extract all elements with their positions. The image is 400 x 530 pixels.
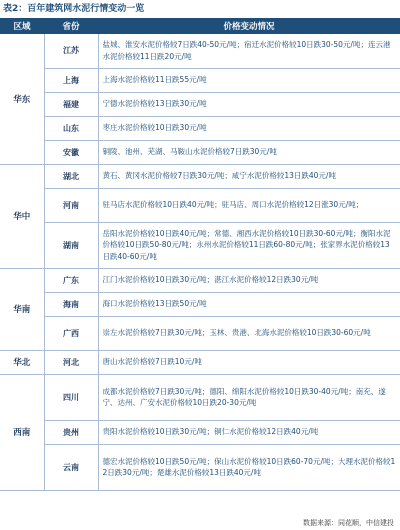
- change-cell: 德宏水泥价格较10日跌50元/吨；保山水泥价格较10日跌60-70元/吨；大理水泥价格较12日跌30元/吨；楚雄水泥价格较13日跌40元/吨: [98, 444, 400, 490]
- province-cell: 湖北: [44, 164, 98, 188]
- table-row: [0, 420, 400, 444]
- province-cell: 福建: [44, 92, 98, 116]
- table-row: [0, 140, 400, 164]
- header-region: 区域: [0, 18, 44, 34]
- province-cell: 云南: [44, 444, 98, 490]
- table-caption: 表2：百年建筑网水泥行情变动一览: [3, 4, 145, 14]
- change-cell: 宁德水泥价格较13日跌30元/吨: [98, 92, 400, 116]
- table-row: [0, 374, 400, 420]
- change-cell: 贵阳水泥价格较10日跌30元/吨；铜仁水泥价格较12日跌40元/吨: [98, 420, 400, 444]
- province-cell: 海南: [44, 292, 98, 316]
- data-source-note: 数据来源：同花顺，中信建投: [303, 519, 394, 527]
- table-row: [0, 292, 400, 316]
- table-row: [0, 188, 400, 222]
- province-cell: 上海: [44, 68, 98, 92]
- province-cell: 山东: [44, 116, 98, 140]
- change-cell: 枣庄水泥价格较10日跌30元/吨: [98, 116, 400, 140]
- change-cell: 江门水泥价格较10日跌30元/吨；湛江水泥价格较12日跌30元/吨: [98, 268, 400, 292]
- province-cell: 贵州: [44, 420, 98, 444]
- change-cell: 黄石、黄冈水泥价格较7日跌30元/吨；咸宁水泥价格较13日跌40元/吨: [98, 164, 400, 188]
- table-row: [0, 350, 400, 374]
- header-change: 价格变动情况: [98, 18, 400, 34]
- province-cell: 安徽: [44, 140, 98, 164]
- table-row: [0, 268, 400, 292]
- change-cell: 崇左水泥价格较7日跌30元/吨；玉林、贵港、北海水泥价格较10日跌30-60元/吨: [98, 316, 400, 350]
- cement-price-table: [0, 18, 400, 491]
- change-cell: 岳阳水泥价格较10日跌40元/吨；常德、湘西水泥价格较10日跌30-60元/吨；衡阳水泥价格较10日跌50-80元/吨；永州水泥价格较11日跌60-80元/吨；张家界水泥价格较13日跌40-60元/吨: [98, 222, 400, 268]
- province-cell: 河北: [44, 350, 98, 374]
- table-row: [0, 222, 400, 268]
- table-row: [0, 164, 400, 188]
- province-cell: 广东: [44, 268, 98, 292]
- change-cell: 上海水泥价格较11日跌55元/吨: [98, 68, 400, 92]
- change-cell: 铜陵、池州、芜湖、马鞍山水泥价格较7日跌30元/吨: [98, 140, 400, 164]
- province-cell: 广西: [44, 316, 98, 350]
- province-cell: 江苏: [44, 34, 98, 68]
- region-south: 华南: [0, 268, 44, 350]
- province-cell: 河南: [44, 188, 98, 222]
- change-cell: 海口水泥价格较13日跌50元/吨: [98, 292, 400, 316]
- province-cell: 湖南: [44, 222, 98, 268]
- change-cell: 盐城、淮安水泥价格较7日跌40-50元/吨；宿迁水泥价格较10日跌30-50元/吨；连云港水泥价格较11日跌20元/吨: [98, 34, 400, 68]
- change-cell: 成都水泥价格较7日跌30元/吨；德阳、绵阳水泥价格较10日跌30-40元/吨；南充、遂宁、达州、广安水泥价格较10日跌20-30元/吨: [98, 374, 400, 420]
- province-cell: 四川: [44, 374, 98, 420]
- region-central: 华中: [0, 164, 44, 268]
- table-header-row: [0, 18, 400, 34]
- table-row: [0, 116, 400, 140]
- change-cell: 唐山水泥价格较7日跌10元/吨: [98, 350, 400, 374]
- table-row: [0, 316, 400, 350]
- header-province: 省份: [44, 18, 98, 34]
- region-north: 华北: [0, 350, 44, 374]
- change-cell: 驻马店水泥价格较10日跌40元/吨；驻马店、周口水泥价格较12日涨30元/吨；: [98, 188, 400, 222]
- table-row: [0, 68, 400, 92]
- table-row: [0, 444, 400, 490]
- region-southwest: 西南: [0, 374, 44, 490]
- region-east: 华东: [0, 34, 44, 164]
- table-row: [0, 34, 400, 68]
- table-row: [0, 92, 400, 116]
